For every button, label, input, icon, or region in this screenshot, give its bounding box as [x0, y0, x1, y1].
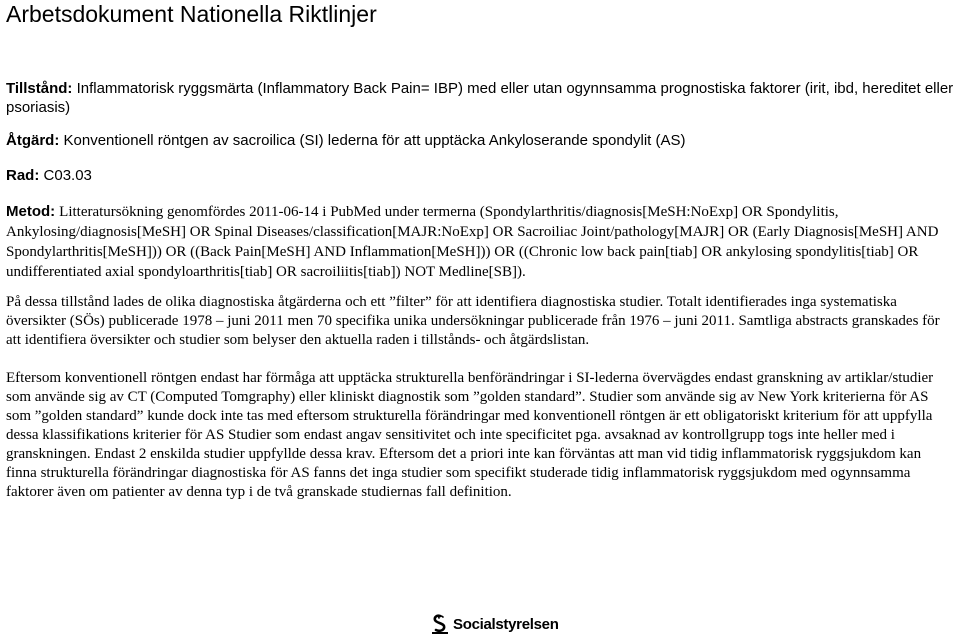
rad-text: C03.03: [43, 167, 92, 184]
rad-label: Rad:: [6, 167, 40, 184]
tillstand-label: Tillstånd:: [6, 80, 73, 97]
tillstand-text: Inflammatorisk ryggsmärta (Inflammatory Back Pain= IBP) med eller utan ogynnsamma prognostiska faktorer (irit, ibd, hereditet eller psoriasis): [6, 80, 954, 116]
tillstand-section: [6, 79, 954, 117]
atgard-section: [6, 131, 954, 150]
socialstyrelsen-logo: [430, 612, 559, 636]
page-title: Arbetsdokument Nationella Riktlinjer: [6, 1, 377, 27]
metod-section: [6, 202, 954, 282]
rad-section: [6, 166, 954, 185]
logo-wordmark: Socialstyrelsen: [453, 615, 559, 633]
paragraph-method-details: Eftersom konventionell röntgen endast har förmåga att upptäcka strukturella benförändringar i SI-lederna övervägdes endast granskning av artiklar/studier som använde sig av CT (Computed Tomgraphy) eller kliniskt diagnostik som ”golden standard”. Studier som använde sig av New York kriterierna för AS som ”golden standard” kunde dock inte tas med eftersom strukturella förändringar med konventionell röntgen är ett obligatoriskt kriterium för att uppfylla dessa klassifikations kriterier för AS Studier som endast angav sensitivitet och inte specificitet pga. avsaknad av kontrollgrupp togs inte heller med i granskningen. Endast 2 enskilda studier uppfyllde dessa krav. Eftersom det a priori inte kan förväntas att man vid tidig inflammatorisk ryggsjukdom kan finna strukturella förändringar diagnostiska för AS fanns det inga studier som specifikt studerade tidig inflammatorisk ryggsjukdom med ogynnsamma faktorer även om patienter av denna typ i de två granskade studiernas fall definition.: [6, 370, 934, 500]
atgard-text: Konventionell röntgen av sacroilica (SI) lederna för att upptäcka Ankyloserande spondylit (AS): [63, 132, 686, 149]
paragraph-search-results: På dessa tillstånd lades de olika diagnostiska åtgärderna och ett ”filter” för att identifiera diagnostiska studier. Totalt identifierades inga systematiska översikter (SÖs) publicerade 1978 – juni 2011 men 70 specifika unika undersökningar publicerade från 1976 – juni 2011. Samtliga abstracts granskades för att identifiera översikter och studier som belyser den aktuella raden i tillstånds- och åtgärdslistan.: [6, 294, 940, 348]
atgard-label: Åtgärd:: [6, 132, 60, 149]
socialstyrelsen-emblem-icon: [430, 613, 450, 635]
metod-text: Litteratursökning genomfördes 2011-06-14 i PubMed under termerna (Spondylarthritis/diagnosis[MeSH:NoExp] OR Spondylitis, Ankylosing/diagnosis[MeSH] OR Spinal Diseases/classification[MAJR:NoExp] OR Sacroiliac Joint/pathology[MAJR] OR (Early Diagnosis[MeSH] AND Spondylarthritis[MeSH])) OR ((Back Pain[MeSH] AND Inflammation[MeSH])) OR ((Chronic low back pain[tiab] OR ankylosing spondylitis[tiab] OR undifferentiated axial spondyloarthritis[tiab] OR sacroiliitis[tiab]) NOT Medline[SB]).: [6, 204, 939, 280]
metod-label: Metod:: [6, 203, 56, 220]
